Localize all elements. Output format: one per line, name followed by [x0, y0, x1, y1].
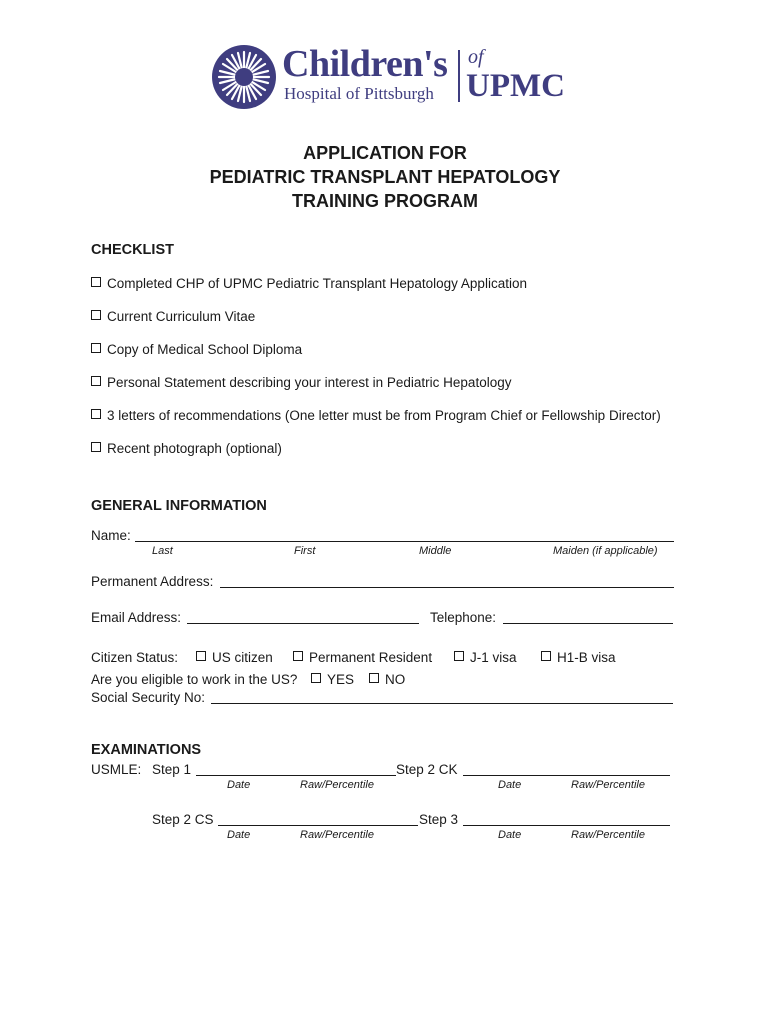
checkbox-icon[interactable] — [91, 376, 101, 386]
name-sub-middle: Middle — [419, 545, 452, 557]
ssn-label: Social Security No: — [91, 690, 206, 705]
citizen-option-j1[interactable]: J-1 visa — [454, 650, 517, 665]
checkbox-icon[interactable] — [541, 651, 551, 661]
citizen-label: Citizen Status: — [91, 650, 179, 665]
general-heading: GENERAL INFORMATION — [91, 498, 267, 514]
citizen-option-us[interactable]: US citizen — [196, 650, 273, 665]
citizen-option-h1b[interactable]: H1-B visa — [541, 650, 616, 665]
logo-name: Children's — [282, 43, 448, 85]
logo-upmc: UPMC — [466, 68, 565, 104]
checkbox-icon[interactable] — [369, 673, 379, 683]
checkbox-icon[interactable] — [293, 651, 303, 661]
address-field[interactable] — [220, 587, 674, 588]
step3-field[interactable] — [463, 825, 670, 826]
step2cs-field[interactable] — [218, 825, 418, 826]
usmle-label: USMLE: — [91, 762, 142, 777]
checklist-item[interactable]: Completed CHP of UPMC Pediatric Transplant Hepatology Application — [91, 276, 527, 291]
telephone-label: Telephone: — [430, 610, 497, 625]
email-field[interactable] — [187, 623, 419, 624]
checkbox-icon[interactable] — [91, 442, 101, 452]
checkbox-icon[interactable] — [91, 310, 101, 320]
name-field[interactable] — [135, 541, 674, 542]
step2cs-raw-label: Raw/Percentile — [300, 829, 374, 841]
checkbox-icon[interactable] — [91, 343, 101, 353]
step1-raw-label: Raw/Percentile — [300, 779, 374, 791]
step1-date-label: Date — [227, 779, 251, 791]
title-line-3: TRAINING PROGRAM — [292, 191, 478, 211]
checklist-item[interactable]: Recent photograph (optional) — [91, 441, 282, 456]
checkbox-icon[interactable] — [91, 409, 101, 419]
step2cs-date-label: Date — [227, 829, 251, 841]
name-sub-last: Last — [152, 545, 173, 557]
step3-date-label: Date — [498, 829, 522, 841]
eligible-option-yes[interactable]: YES — [311, 672, 354, 687]
logo-divider — [458, 50, 460, 102]
step2ck-raw-label: Raw/Percentile — [571, 779, 645, 791]
telephone-field[interactable] — [503, 623, 673, 624]
email-label: Email Address: — [91, 610, 182, 625]
step1-field[interactable] — [196, 775, 396, 776]
citizen-option-pr[interactable]: Permanent Resident — [293, 650, 432, 665]
exams-heading: EXAMINATIONS — [91, 742, 202, 758]
eligible-label: Are you eligible to work in the US? — [91, 672, 298, 687]
title-line-2: PEDIATRIC TRANSPLANT HEPATOLOGY — [209, 167, 561, 187]
step2ck-date-label: Date — [498, 779, 522, 791]
sunburst-logo-icon — [211, 44, 277, 110]
checkbox-icon[interactable] — [454, 651, 464, 661]
step1-label: Step 1 — [152, 762, 192, 777]
title-line-1: APPLICATION FOR — [303, 143, 467, 163]
checklist-item[interactable]: Current Curriculum Vitae — [91, 309, 255, 324]
eligible-option-no[interactable]: NO — [369, 672, 405, 687]
name-sub-first: First — [294, 545, 316, 557]
checklist-heading: CHECKLIST — [91, 242, 174, 258]
address-label: Permanent Address: — [91, 574, 214, 589]
name-label: Name: — [91, 528, 131, 543]
name-sub-maiden: Maiden (if applicable) — [553, 545, 658, 557]
logo-of: of — [468, 46, 484, 68]
checkbox-icon[interactable] — [91, 277, 101, 287]
step3-label: Step 3 — [419, 812, 459, 827]
logo-subname: Hospital of Pittsburgh — [284, 84, 434, 103]
checklist-item[interactable]: Copy of Medical School Diploma — [91, 342, 302, 357]
step2cs-label: Step 2 CS — [152, 812, 214, 827]
step3-raw-label: Raw/Percentile — [571, 829, 645, 841]
step2ck-field[interactable] — [463, 775, 670, 776]
checkbox-icon[interactable] — [311, 673, 321, 683]
checklist-item[interactable]: Personal Statement describing your interest in Pediatric Hepatology — [91, 375, 511, 390]
ssn-field[interactable] — [211, 703, 673, 704]
checklist-item[interactable]: 3 letters of recommendations (One letter must be from Program Chief or Fellowship Director) — [91, 408, 661, 423]
checkbox-icon[interactable] — [196, 651, 206, 661]
step2ck-label: Step 2 CK — [396, 762, 458, 777]
